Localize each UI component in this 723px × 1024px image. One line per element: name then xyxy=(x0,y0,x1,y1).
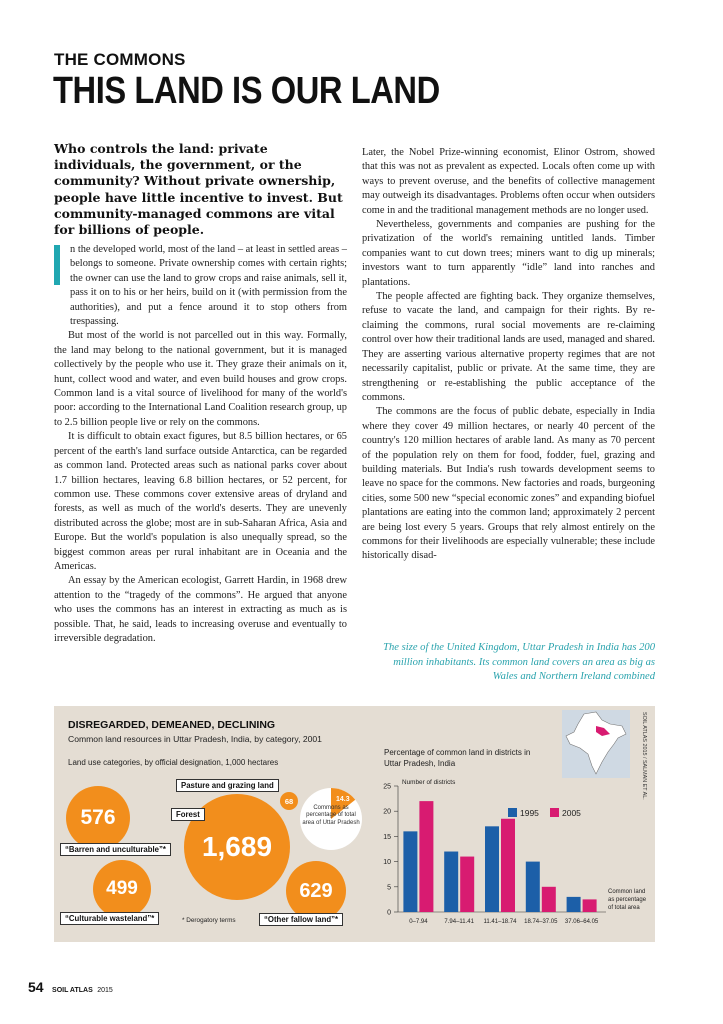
x-tick-label: 37.06–64.05 xyxy=(564,919,599,925)
x-tick-label: 18.74–37.05 xyxy=(524,919,558,925)
y-tick-label: 20 xyxy=(383,808,391,816)
label-barren: “Barren and unculturable”* xyxy=(60,843,171,856)
right-column xyxy=(362,146,655,564)
page-title: THIS LAND IS OUR LAND xyxy=(53,70,440,112)
bar-2005 xyxy=(419,801,433,912)
y-tick-label: 0 xyxy=(387,909,391,917)
page-footer xyxy=(28,979,113,997)
label-other-fallow: “Other fallow land”* xyxy=(259,913,343,926)
x-tick-label: 11.41–18.74 xyxy=(483,919,517,925)
bubble-barren: 576 xyxy=(66,786,130,850)
footnote: * Derogatory terms xyxy=(182,917,236,924)
map-caption: The size of the United Kingdom, Uttar Pradesh in India has 200 million inhabitants. Its common land covers an area as big as Wales and Northern Ireland combined xyxy=(383,642,655,682)
x-tick-label: 0–7.94 xyxy=(409,919,428,925)
x-tick-label: 7.94–11.41 xyxy=(444,919,474,925)
bar-1995 xyxy=(526,862,540,912)
body-paragraph: Later, the Nobel Prize-winning economist, Elinor Ostrom, showed that this was not as prevalent as expected. Locals often come up with ways to prevent overuse, and the benefits of collective management may outweigh its disadvantages. Problems often occur when outsiders come in and the traditional management methods are no longer used. xyxy=(362,147,655,216)
bubble-forest: 1,689 xyxy=(184,794,290,900)
section-kicker: THE COMMONS xyxy=(54,50,186,69)
page-number: 54 xyxy=(28,979,44,995)
dropcap-paragraph xyxy=(54,243,347,329)
bubble-culturable-wasteland: 499 xyxy=(93,860,151,918)
india-map xyxy=(562,710,630,778)
lede-paragraph: Who controls the land: private individuals, the government, or the community? Without private ownership, people have little incentive to invest. But community-managed commons are vital for billions of people. xyxy=(54,141,343,238)
body-paragraph: The people affected are fighting back. They organize themselves, refuse to vacate the land, and campaign for their rights. By re-claiming the commons, rural social movements are re-claiming control over how their traditional lands are used, managed and shared. They are asserting various alternative property regimes that are not necessarily capitalist, public or private. At the same time, they are strengthening or re-establishing the public acceptance of the commons. xyxy=(362,291,655,403)
bar-chart xyxy=(372,772,655,934)
bubble-other-fallow: 629 xyxy=(286,861,346,921)
body-paragraph: It is difficult to obtain exact figures, but 8.5 billion hectares, or 65 percent of the earth's land surface outside Antarctica, can be regarded as common land. Protected areas such as national parks cover about 1.7 billion hectares, leaving 6.8 billion hectares, or 52 percent, for common use. These commons cover extensive areas of dryland and forests, as well as much of the world's deserts. They are unevenly distributed across the globe; most are in sub-Saharan Africa, Asia and Europe. But the world's population is also unequally spread, so the biggest common areas per rural inhabitant are in Oceania and the Americas. xyxy=(54,431,347,572)
body-paragraph: The commons are the focus of public debate, especially in India where they cover 49 million hectares, or nearly 40 percent of the country's 120 million hectares of arable land. As many as 70 percent of the population rely on them for food, fodder, fuel, grazing and building materials. But India's rush towards development seems to leave no space for the commons. New factories and roads, burgeoning cities, some 500 new “special economic zones” and expanding biofuel plantations are eating into the common land; approximately 2 percent are being lost every 5 years. Groups that rely almost entirely on the commons for their livelihoods are especially vulnerable; these include historically disad- xyxy=(362,406,655,562)
legend-swatch-2005 xyxy=(550,808,559,817)
commons-percentage-value: 14.3 xyxy=(336,796,350,803)
body-paragraph: An essay by the American ecologist, Garrett Hardin, in 1968 drew attention to the “tragedy of the commons”. He argued that anyone who uses the commons has an interest in extracting as much as is possible. That, he said, leads to increasing overuse and eventually to irreversible degradation. xyxy=(54,575,347,644)
y-tick-label: 5 xyxy=(387,884,391,892)
x-axis-label: as percentage xyxy=(608,897,647,903)
legend-label: 2005 xyxy=(562,808,581,818)
chart-title: Percentage of common land in districts in Uttar Pradesh, India xyxy=(384,748,531,768)
dropcap-bar xyxy=(54,245,60,285)
publication-name: SOIL ATLAS xyxy=(52,987,93,994)
left-column xyxy=(54,243,347,646)
label-forest: Forest xyxy=(171,808,205,821)
source-credit: SOIL ATLAS 2015 / SALMAN ET AL. xyxy=(641,712,647,800)
categories-label: Land use categories, by official designation, 1,000 hectares xyxy=(68,758,279,767)
body-paragraph: But most of the world is not parcelled out in this way. Formally, the land may belong to the national government, but it is managed collectively by the people who use it. They graze their animals on it, hunt, collect wood and water, and even build houses and grow crops. Common land is a vital source of livelihood for many of the world's poor: according to the International Land Coalition research group, up to 2.5 billion people live or rely on the commons. xyxy=(54,330,347,428)
y-tick-label: 15 xyxy=(383,833,391,841)
infographic-subtitle: Common land resources in Uttar Pradesh, India, by category, 2001 xyxy=(68,734,322,744)
y-tick-label: 25 xyxy=(383,783,391,791)
infographic xyxy=(54,706,655,942)
x-axis-label: Common land xyxy=(608,889,646,895)
label-pasture: Pasture and grazing land xyxy=(176,779,279,792)
bar-1995 xyxy=(567,897,581,912)
bar-1995 xyxy=(444,852,458,912)
bar-2005 xyxy=(460,857,474,912)
body-paragraph: Nevertheless, governments and companies are pushing for the privatization of the world's remaining untitled lands. Timber companies want to cut down trees; miners want to dig up minerals; investors want to turn apparently “idle” land into ranches and plantations. xyxy=(362,219,655,288)
infographic-title: DISREGARDED, DEMEANED, DECLINING xyxy=(68,719,276,731)
label-culturable-wasteland: “Culturable wasteland”* xyxy=(60,912,159,925)
x-axis-label: of total area xyxy=(608,905,640,911)
legend-swatch-1995 xyxy=(508,808,517,817)
y-tick-label: 10 xyxy=(383,859,391,867)
publication-year: 2015 xyxy=(97,987,113,994)
bar-2005 xyxy=(542,887,556,912)
y-axis-label: Number of districts xyxy=(402,779,456,786)
commons-note: Commons as percentage of total area of Uttar Pradesh xyxy=(302,805,360,826)
bar-2005 xyxy=(501,819,515,912)
bubble-pasture: 68 xyxy=(280,792,298,810)
body-paragraph: n the developed world, most of the land – at least in settled areas – belongs to someone. Private ownership comes with certain rights; the owner can use the land to grow crops and raise animals, sell it, pass it on to his or her heirs, build on it (with permission from the authorities), and put a fence around it to stop others from trespassing. xyxy=(70,244,347,328)
bar-1995 xyxy=(485,826,499,912)
legend-label: 1995 xyxy=(520,808,539,818)
bar-2005 xyxy=(583,899,597,912)
bar-1995 xyxy=(403,831,417,912)
